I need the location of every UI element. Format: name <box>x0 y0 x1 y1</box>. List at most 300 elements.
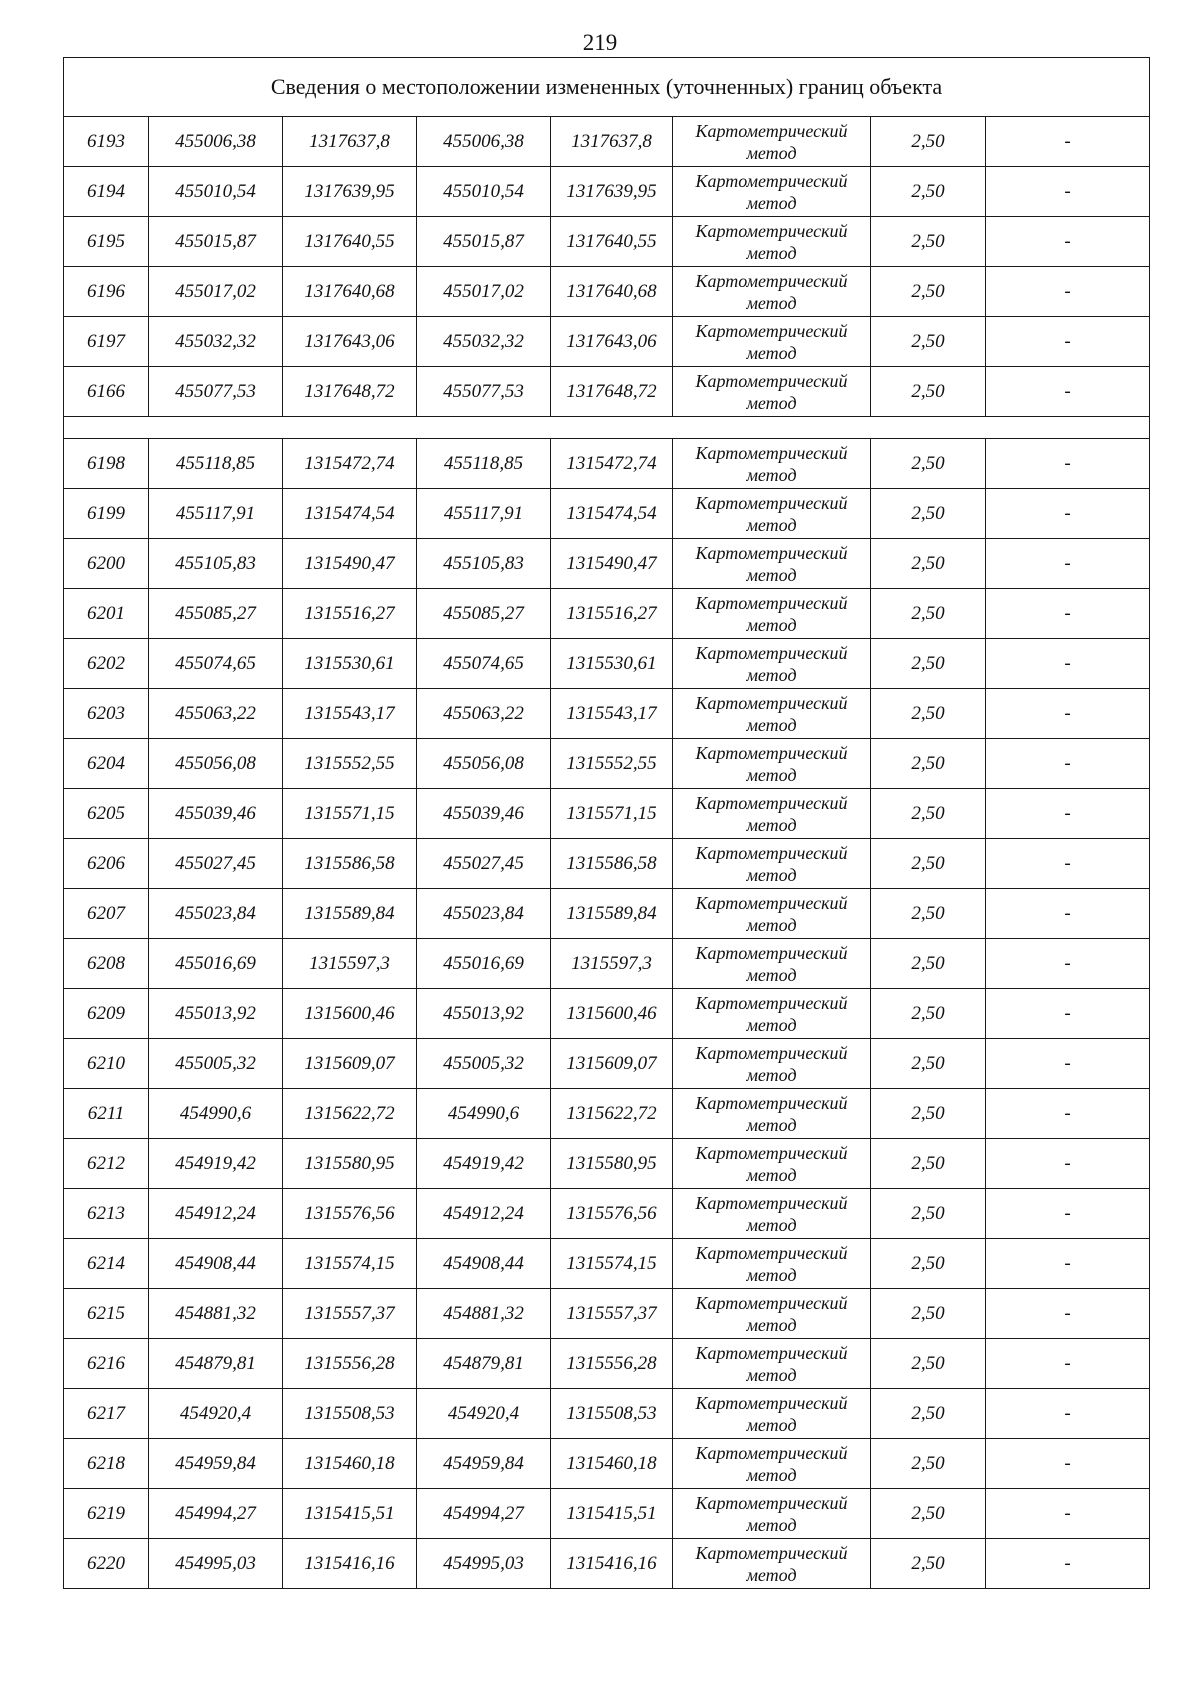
method-line-1: Картометрический <box>695 492 848 513</box>
y-new-cell: 1315597,3 <box>551 939 673 989</box>
accuracy-cell: 2,50 <box>871 1539 986 1589</box>
x-existing-cell: 454912,24 <box>149 1189 283 1239</box>
method-line-2: метод <box>746 1314 797 1335</box>
x-existing-cell: 455056,08 <box>149 739 283 789</box>
description-cell: - <box>986 1239 1150 1289</box>
table-row <box>64 939 1150 989</box>
x-new-cell: 455063,22 <box>417 689 551 739</box>
method-cell <box>673 1239 871 1289</box>
x-new-cell: 454912,24 <box>417 1189 551 1239</box>
point-number-cell: 6209 <box>64 989 149 1039</box>
accuracy-cell: 2,50 <box>871 1489 986 1539</box>
method-line-2: метод <box>746 192 797 213</box>
point-number-cell: 6220 <box>64 1539 149 1589</box>
x-existing-cell: 454920,4 <box>149 1389 283 1439</box>
y-existing-cell: 1315557,37 <box>283 1289 417 1339</box>
method-line-2: метод <box>746 764 797 785</box>
x-new-cell: 455005,32 <box>417 1039 551 1089</box>
y-new-cell: 1315580,95 <box>551 1139 673 1189</box>
point-number-cell: 6203 <box>64 689 149 739</box>
y-existing-cell: 1317643,06 <box>283 317 417 367</box>
description-cell: - <box>986 1389 1150 1439</box>
point-number-cell: 6202 <box>64 639 149 689</box>
method-cell <box>673 889 871 939</box>
x-new-cell: 455105,83 <box>417 539 551 589</box>
method-line-1: Картометрический <box>695 1042 848 1063</box>
y-existing-cell: 1315571,15 <box>283 789 417 839</box>
x-new-cell: 454990,6 <box>417 1089 551 1139</box>
table-row <box>64 1189 1150 1239</box>
x-existing-cell: 455039,46 <box>149 789 283 839</box>
y-existing-cell: 1317640,55 <box>283 217 417 267</box>
x-existing-cell: 454919,42 <box>149 1139 283 1189</box>
method-cell <box>673 539 871 589</box>
x-new-cell: 454994,27 <box>417 1489 551 1539</box>
y-new-cell: 1315600,46 <box>551 989 673 1039</box>
x-existing-cell: 455085,27 <box>149 589 283 639</box>
table-row <box>64 1439 1150 1489</box>
accuracy-cell: 2,50 <box>871 639 986 689</box>
method-cell <box>673 789 871 839</box>
method-cell <box>673 589 871 639</box>
description-cell: - <box>986 1439 1150 1489</box>
method-cell <box>673 1489 871 1539</box>
y-new-cell: 1317648,72 <box>551 367 673 417</box>
point-number-cell: 6213 <box>64 1189 149 1239</box>
description-cell: - <box>986 1489 1150 1539</box>
x-new-cell: 454881,32 <box>417 1289 551 1339</box>
x-existing-cell: 455017,02 <box>149 267 283 317</box>
accuracy-cell: 2,50 <box>871 489 986 539</box>
x-new-cell: 455077,53 <box>417 367 551 417</box>
y-existing-cell: 1315580,95 <box>283 1139 417 1189</box>
x-new-cell: 455117,91 <box>417 489 551 539</box>
description-cell: - <box>986 1039 1150 1089</box>
point-number-cell: 6216 <box>64 1339 149 1389</box>
y-existing-cell: 1317637,8 <box>283 117 417 167</box>
method-cell <box>673 267 871 317</box>
method-line-2: метод <box>746 1164 797 1185</box>
x-new-cell: 454879,81 <box>417 1339 551 1389</box>
y-existing-cell: 1317640,68 <box>283 267 417 317</box>
table-row <box>64 1489 1150 1539</box>
method-line-1: Картометрический <box>695 1192 848 1213</box>
x-existing-cell: 454879,81 <box>149 1339 283 1389</box>
table-row <box>64 439 1150 489</box>
method-cell <box>673 439 871 489</box>
table-row <box>64 367 1150 417</box>
point-number-cell: 6211 <box>64 1089 149 1139</box>
y-existing-cell: 1315556,28 <box>283 1339 417 1389</box>
x-existing-cell: 455077,53 <box>149 367 283 417</box>
method-cell <box>673 117 871 167</box>
accuracy-cell: 2,50 <box>871 367 986 417</box>
table-row <box>64 489 1150 539</box>
description-cell: - <box>986 117 1150 167</box>
y-existing-cell: 1315508,53 <box>283 1389 417 1439</box>
table-row <box>64 589 1150 639</box>
method-cell <box>673 689 871 739</box>
y-new-cell: 1315472,74 <box>551 439 673 489</box>
point-number-cell: 6197 <box>64 317 149 367</box>
method-line-1: Картометрический <box>695 1242 848 1263</box>
method-line-2: метод <box>746 564 797 585</box>
description-cell: - <box>986 739 1150 789</box>
method-line-1: Картометрический <box>695 1442 848 1463</box>
description-cell: - <box>986 267 1150 317</box>
description-cell: - <box>986 689 1150 739</box>
method-line-2: метод <box>746 1564 797 1585</box>
point-number-cell: 6214 <box>64 1239 149 1289</box>
method-line-1: Картометрический <box>695 320 848 341</box>
table-row <box>64 789 1150 839</box>
table-row <box>64 1139 1150 1189</box>
method-line-2: метод <box>746 664 797 685</box>
description-cell: - <box>986 1139 1150 1189</box>
y-new-cell: 1315552,55 <box>551 739 673 789</box>
accuracy-cell: 2,50 <box>871 167 986 217</box>
table-row <box>64 1089 1150 1139</box>
accuracy-cell: 2,50 <box>871 439 986 489</box>
y-new-cell: 1315622,72 <box>551 1089 673 1139</box>
x-new-cell: 455010,54 <box>417 167 551 217</box>
boundary-coordinates-table <box>63 57 1150 1589</box>
y-existing-cell: 1315490,47 <box>283 539 417 589</box>
description-cell: - <box>986 217 1150 267</box>
method-line-2: метод <box>746 1214 797 1235</box>
accuracy-cell: 2,50 <box>871 1039 986 1089</box>
x-new-cell: 454919,42 <box>417 1139 551 1189</box>
point-number-cell: 6195 <box>64 217 149 267</box>
y-existing-cell: 1315609,07 <box>283 1039 417 1089</box>
y-new-cell: 1315530,61 <box>551 639 673 689</box>
x-existing-cell: 455010,54 <box>149 167 283 217</box>
y-new-cell: 1315586,58 <box>551 839 673 889</box>
accuracy-cell: 2,50 <box>871 1389 986 1439</box>
point-number-cell: 6212 <box>64 1139 149 1189</box>
y-existing-cell: 1315460,18 <box>283 1439 417 1489</box>
x-new-cell: 455118,85 <box>417 439 551 489</box>
accuracy-cell: 2,50 <box>871 1189 986 1239</box>
method-cell <box>673 1339 871 1389</box>
accuracy-cell: 2,50 <box>871 317 986 367</box>
method-line-1: Картометрический <box>695 1542 848 1563</box>
x-new-cell: 455085,27 <box>417 589 551 639</box>
x-existing-cell: 455027,45 <box>149 839 283 889</box>
y-existing-cell: 1315543,17 <box>283 689 417 739</box>
x-new-cell: 455017,02 <box>417 267 551 317</box>
x-new-cell: 455006,38 <box>417 117 551 167</box>
separator-cell <box>64 417 1150 439</box>
table-row <box>64 639 1150 689</box>
y-existing-cell: 1315576,56 <box>283 1189 417 1239</box>
method-cell <box>673 839 871 889</box>
y-new-cell: 1315556,28 <box>551 1339 673 1389</box>
y-existing-cell: 1315530,61 <box>283 639 417 689</box>
y-existing-cell: 1315600,46 <box>283 989 417 1039</box>
accuracy-cell: 2,50 <box>871 1089 986 1139</box>
accuracy-cell: 2,50 <box>871 1339 986 1389</box>
point-number-cell: 6196 <box>64 267 149 317</box>
x-new-cell: 455027,45 <box>417 839 551 889</box>
y-new-cell: 1317637,8 <box>551 117 673 167</box>
method-line-1: Картометрический <box>695 992 848 1013</box>
method-line-1: Картометрический <box>695 1092 848 1113</box>
x-existing-cell: 454881,32 <box>149 1289 283 1339</box>
y-existing-cell: 1315474,54 <box>283 489 417 539</box>
x-new-cell: 455056,08 <box>417 739 551 789</box>
y-new-cell: 1315415,51 <box>551 1489 673 1539</box>
table-title: Сведения о местоположении измененных (уточненных) границ объекта <box>64 58 1150 117</box>
table-title-row <box>64 58 1150 117</box>
point-number-cell: 6166 <box>64 367 149 417</box>
y-existing-cell: 1315552,55 <box>283 739 417 789</box>
x-new-cell: 455039,46 <box>417 789 551 839</box>
method-cell <box>673 317 871 367</box>
x-existing-cell: 454990,6 <box>149 1089 283 1139</box>
table-row <box>64 1239 1150 1289</box>
method-line-1: Картометрический <box>695 592 848 613</box>
y-existing-cell: 1315586,58 <box>283 839 417 889</box>
y-new-cell: 1315516,27 <box>551 589 673 639</box>
method-line-2: метод <box>746 864 797 885</box>
method-cell <box>673 217 871 267</box>
accuracy-cell: 2,50 <box>871 889 986 939</box>
method-line-2: метод <box>746 714 797 735</box>
method-line-1: Картометрический <box>695 1492 848 1513</box>
accuracy-cell: 2,50 <box>871 1139 986 1189</box>
method-line-1: Картометрический <box>695 742 848 763</box>
y-new-cell: 1315460,18 <box>551 1439 673 1489</box>
y-existing-cell: 1315597,3 <box>283 939 417 989</box>
x-existing-cell: 455016,69 <box>149 939 283 989</box>
method-cell <box>673 1189 871 1239</box>
method-line-2: метод <box>746 1364 797 1385</box>
method-line-2: метод <box>746 392 797 413</box>
point-number-cell: 6210 <box>64 1039 149 1089</box>
description-cell: - <box>986 839 1150 889</box>
y-new-cell: 1315416,16 <box>551 1539 673 1589</box>
method-cell <box>673 1289 871 1339</box>
table-row <box>64 117 1150 167</box>
accuracy-cell: 2,50 <box>871 789 986 839</box>
x-existing-cell: 454959,84 <box>149 1439 283 1489</box>
x-existing-cell: 455023,84 <box>149 889 283 939</box>
method-cell <box>673 1439 871 1489</box>
x-new-cell: 455016,69 <box>417 939 551 989</box>
accuracy-cell: 2,50 <box>871 839 986 889</box>
description-cell: - <box>986 889 1150 939</box>
y-existing-cell: 1315416,16 <box>283 1539 417 1589</box>
point-number-cell: 6198 <box>64 439 149 489</box>
method-cell <box>673 1089 871 1139</box>
method-line-1: Картометрический <box>695 692 848 713</box>
x-new-cell: 455032,32 <box>417 317 551 367</box>
x-new-cell: 455015,87 <box>417 217 551 267</box>
description-cell: - <box>986 989 1150 1039</box>
method-line-1: Картометрический <box>695 842 848 863</box>
method-cell <box>673 1039 871 1089</box>
method-line-2: метод <box>746 1014 797 1035</box>
method-line-1: Картометрический <box>695 1342 848 1363</box>
method-cell <box>673 367 871 417</box>
y-new-cell: 1315574,15 <box>551 1239 673 1289</box>
point-number-cell: 6215 <box>64 1289 149 1339</box>
y-new-cell: 1315609,07 <box>551 1039 673 1089</box>
table-row <box>64 167 1150 217</box>
table-row <box>64 317 1150 367</box>
description-cell: - <box>986 439 1150 489</box>
description-cell: - <box>986 639 1150 689</box>
x-existing-cell: 455005,32 <box>149 1039 283 1089</box>
table-row <box>64 689 1150 739</box>
y-new-cell: 1317640,68 <box>551 267 673 317</box>
y-existing-cell: 1315415,51 <box>283 1489 417 1539</box>
method-line-2: метод <box>746 964 797 985</box>
x-existing-cell: 455032,32 <box>149 317 283 367</box>
description-cell: - <box>986 167 1150 217</box>
method-line-1: Картометрический <box>695 1142 848 1163</box>
table-body <box>64 58 1150 1589</box>
y-existing-cell: 1317648,72 <box>283 367 417 417</box>
y-new-cell: 1317640,55 <box>551 217 673 267</box>
x-existing-cell: 455013,92 <box>149 989 283 1039</box>
method-cell <box>673 167 871 217</box>
description-cell: - <box>986 1539 1150 1589</box>
y-new-cell: 1315571,15 <box>551 789 673 839</box>
method-line-2: метод <box>746 514 797 535</box>
accuracy-cell: 2,50 <box>871 939 986 989</box>
method-line-2: метод <box>746 814 797 835</box>
description-cell: - <box>986 317 1150 367</box>
point-number-cell: 6207 <box>64 889 149 939</box>
x-existing-cell: 455015,87 <box>149 217 283 267</box>
method-line-2: метод <box>746 1414 797 1435</box>
method-line-2: метод <box>746 1514 797 1535</box>
method-line-1: Картометрический <box>695 220 848 241</box>
point-number-cell: 6200 <box>64 539 149 589</box>
table-row <box>64 1389 1150 1439</box>
table-row <box>64 539 1150 589</box>
accuracy-cell: 2,50 <box>871 689 986 739</box>
table-row <box>64 839 1150 889</box>
method-line-1: Картометрический <box>695 642 848 663</box>
contour-separator-row <box>64 417 1150 439</box>
method-line-2: метод <box>746 1114 797 1135</box>
accuracy-cell: 2,50 <box>871 1439 986 1489</box>
method-line-1: Картометрический <box>695 170 848 191</box>
accuracy-cell: 2,50 <box>871 989 986 1039</box>
y-existing-cell: 1315574,15 <box>283 1239 417 1289</box>
description-cell: - <box>986 1339 1150 1389</box>
point-number-cell: 6206 <box>64 839 149 889</box>
y-new-cell: 1315589,84 <box>551 889 673 939</box>
method-cell <box>673 489 871 539</box>
method-line-1: Картометрический <box>695 442 848 463</box>
point-number-cell: 6218 <box>64 1439 149 1489</box>
description-cell: - <box>986 1089 1150 1139</box>
method-cell <box>673 989 871 1039</box>
point-number-cell: 6219 <box>64 1489 149 1539</box>
x-existing-cell: 455105,83 <box>149 539 283 589</box>
method-line-1: Картометрический <box>695 1392 848 1413</box>
method-line-2: метод <box>746 1264 797 1285</box>
y-new-cell: 1315474,54 <box>551 489 673 539</box>
y-existing-cell: 1315622,72 <box>283 1089 417 1139</box>
table-row <box>64 1039 1150 1089</box>
method-line-1: Картометрический <box>695 370 848 391</box>
point-number-cell: 6194 <box>64 167 149 217</box>
method-line-1: Картометрический <box>695 1292 848 1313</box>
point-number-cell: 6193 <box>64 117 149 167</box>
method-cell <box>673 1539 871 1589</box>
table-row <box>64 1539 1150 1589</box>
y-new-cell: 1315576,56 <box>551 1189 673 1239</box>
point-number-cell: 6208 <box>64 939 149 989</box>
method-cell <box>673 739 871 789</box>
method-line-2: метод <box>746 142 797 163</box>
method-cell <box>673 639 871 689</box>
description-cell: - <box>986 1189 1150 1239</box>
method-line-2: метод <box>746 292 797 313</box>
x-new-cell: 455023,84 <box>417 889 551 939</box>
accuracy-cell: 2,50 <box>871 117 986 167</box>
method-line-1: Картометрический <box>695 542 848 563</box>
y-new-cell: 1315557,37 <box>551 1289 673 1339</box>
y-existing-cell: 1315472,74 <box>283 439 417 489</box>
y-new-cell: 1315490,47 <box>551 539 673 589</box>
method-line-1: Картометрический <box>695 120 848 141</box>
y-existing-cell: 1315589,84 <box>283 889 417 939</box>
method-line-2: метод <box>746 614 797 635</box>
method-line-2: метод <box>746 342 797 363</box>
y-existing-cell: 1317639,95 <box>283 167 417 217</box>
description-cell: - <box>986 939 1150 989</box>
table-row <box>64 989 1150 1039</box>
y-new-cell: 1317639,95 <box>551 167 673 217</box>
accuracy-cell: 2,50 <box>871 739 986 789</box>
x-existing-cell: 455117,91 <box>149 489 283 539</box>
table-row <box>64 217 1150 267</box>
x-new-cell: 455074,65 <box>417 639 551 689</box>
y-existing-cell: 1315516,27 <box>283 589 417 639</box>
accuracy-cell: 2,50 <box>871 267 986 317</box>
accuracy-cell: 2,50 <box>871 539 986 589</box>
method-line-2: метод <box>746 914 797 935</box>
x-new-cell: 454995,03 <box>417 1539 551 1589</box>
x-existing-cell: 454995,03 <box>149 1539 283 1589</box>
table-row <box>64 889 1150 939</box>
method-cell <box>673 1139 871 1189</box>
table-row <box>64 267 1150 317</box>
x-new-cell: 455013,92 <box>417 989 551 1039</box>
method-cell <box>673 939 871 989</box>
y-new-cell: 1317643,06 <box>551 317 673 367</box>
description-cell: - <box>986 539 1150 589</box>
method-cell <box>673 1389 871 1439</box>
point-number-cell: 6217 <box>64 1389 149 1439</box>
x-existing-cell: 454994,27 <box>149 1489 283 1539</box>
x-new-cell: 454908,44 <box>417 1239 551 1289</box>
description-cell: - <box>986 367 1150 417</box>
method-line-1: Картометрический <box>695 792 848 813</box>
point-number-cell: 6204 <box>64 739 149 789</box>
table-row <box>64 1289 1150 1339</box>
method-line-1: Картометрический <box>695 270 848 291</box>
x-existing-cell: 455074,65 <box>149 639 283 689</box>
description-cell: - <box>986 589 1150 639</box>
accuracy-cell: 2,50 <box>871 1239 986 1289</box>
